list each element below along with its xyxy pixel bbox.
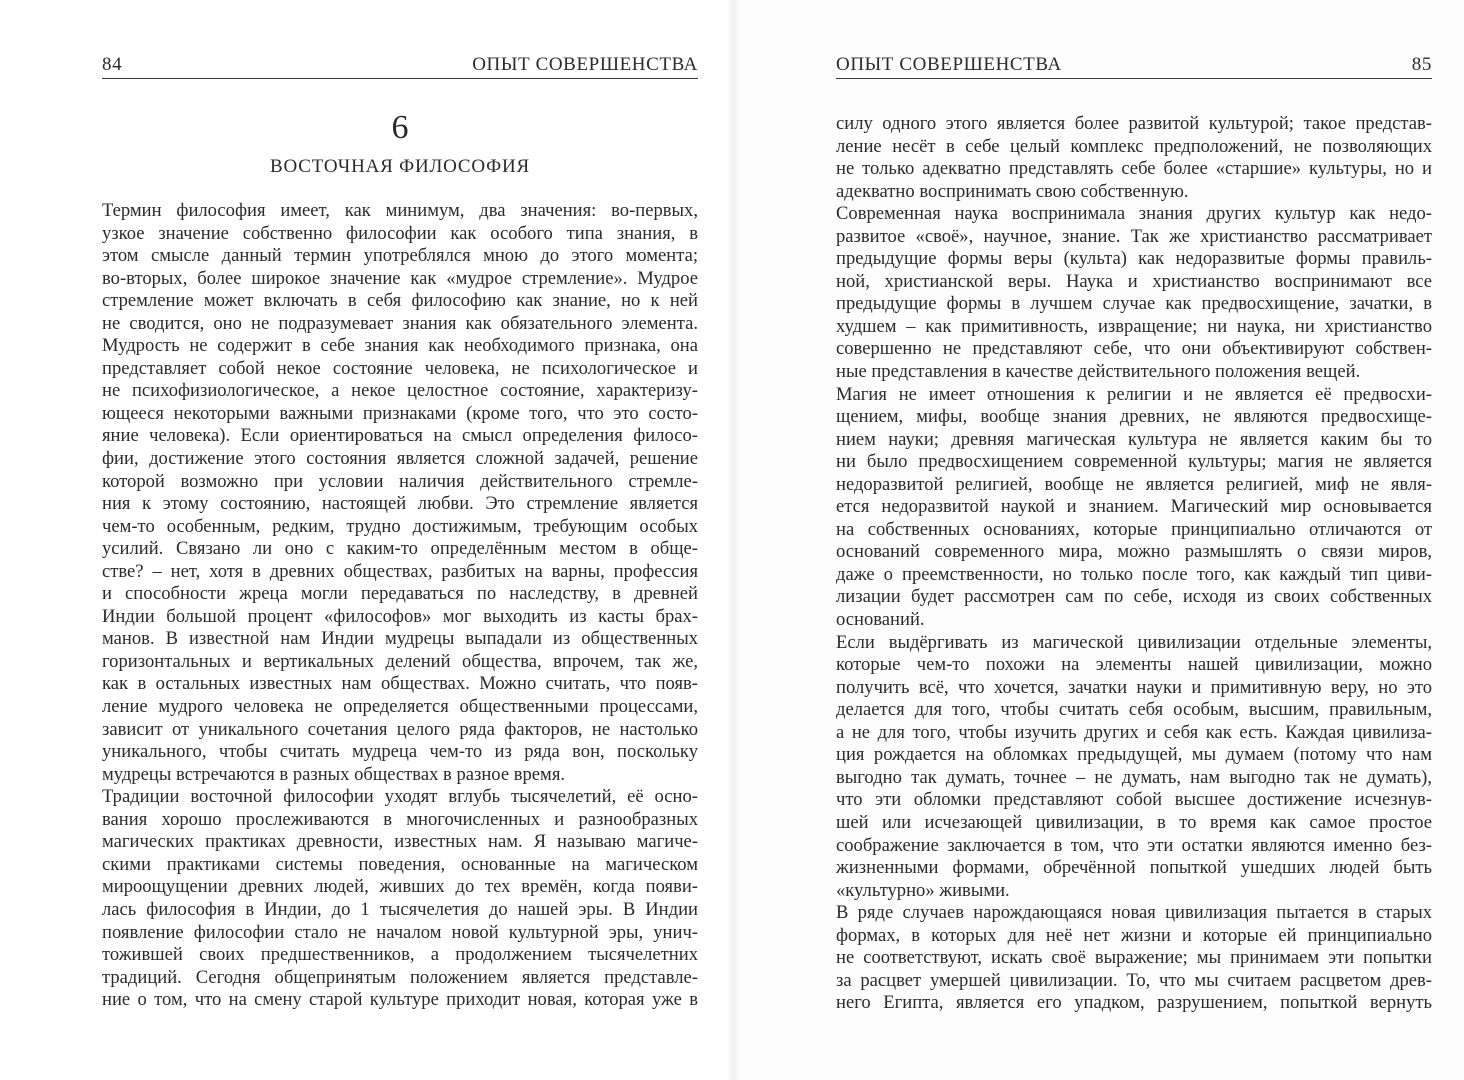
text-line: ния к этому состоянию, настоящей любви. Это стремление является <box>102 493 698 515</box>
text-line: не сводится, оно не подразумевает знания как обязательного элемента. <box>102 312 698 334</box>
text-line: него Египта, является его упадком, разрушением, попыткой вернуть <box>836 992 1432 1014</box>
text-line: за расцвет умершей цивилизации. То, что мы считаем расцветом древ- <box>836 969 1432 991</box>
text-line: лась философия в Индии, до 1 тысячелетия до нашей эры. В Индии <box>102 898 698 920</box>
text-line: яние человека). Если ориентироваться на смысл определения филосо- <box>102 425 698 447</box>
text-line: силу одного этого является более развитой культурой; такое представ- <box>836 113 1432 134</box>
text-line: развитое «своё», научное, знание. Так же христианство рассматривает <box>836 225 1432 247</box>
text-line: ление несёт в себе целый комплекс предположений, не позволяющих <box>836 135 1432 157</box>
chapter-title: ВОСТОЧНАЯ ФИЛОСОФИЯ <box>270 156 530 177</box>
text-line: жизненными формами, обречённой попыткой ушедших людей быть <box>836 857 1432 879</box>
text-line: магических практиках древности, известных нам. Я называю магиче- <box>102 831 698 853</box>
text-line: стремление может включать в себя философию как знание, но к ней <box>102 290 698 312</box>
text-line: ление мудрого человека не определяется общественными процессами, <box>102 696 698 718</box>
text-line: представляет собой некое состояние человека, не психологическое и <box>102 357 698 379</box>
text-line: как в остальных известных нам обществах. Можно считать, что появ- <box>102 673 698 695</box>
text-line: на собственных основаниях, которые принципиально отличаются от <box>836 518 1432 540</box>
text-line: которой возможно при условии наличия действительного стремле- <box>102 470 698 492</box>
text-line: Термин философия имеет, как минимум, два значения: во-первых, <box>102 200 698 221</box>
text-line: формах, в которых для неё нет жизни и которые ей принципиально <box>836 924 1432 946</box>
text-line: предыдущие формы веры (культа) как недоразвитые формы правиль- <box>836 248 1432 270</box>
text-line: Если выдёргивать из магической цивилизации отдельные элементы, <box>836 631 1432 653</box>
right-page <box>732 0 1464 1080</box>
text-line: и способности жреца могли передаваться по наследству, в древней <box>102 583 698 605</box>
text-line: вания хорошо прослеживаются в многочисленных и разнообразных <box>102 808 698 830</box>
text-line: не только адекватно представлять себе более «старшие» культуры, но и <box>836 158 1432 180</box>
text-line: ни было предвосхищением современной культуры; магия не является <box>836 451 1432 473</box>
text-line: мудрецы встречаются в разных обществах в разное время. <box>102 763 566 785</box>
text-line: недоразвитой религией, вообще не является религией, миф не явля- <box>836 473 1432 495</box>
text-line: ется недоразвитой наукой и знанием. Магический мир основывается <box>836 496 1432 518</box>
text-line: ние о том, что на смену старой культуре приходит новая, которая уже в <box>102 989 698 1011</box>
text-line: скими практиками системы поведения, основанные на магическом <box>102 853 698 875</box>
text-line: Современная наука воспринимала знания других культур как недо- <box>836 203 1432 225</box>
book-gutter <box>726 0 740 1080</box>
text-line: не психофизиологическое, а некое целостное состояние, характеризу- <box>102 380 698 402</box>
running-head-right <box>836 52 1432 79</box>
text-line: В ряде случаев нарождающаяся новая цивилизация пытается в старых <box>836 902 1432 924</box>
text-line: Традиции восточной философии уходят вглубь тысячелетий, её осно- <box>102 786 698 808</box>
text-line: появление философии стало не началом новой культурной эры, унич- <box>102 921 698 943</box>
text-line: оснований современного мира, можно размышлять о связи миров, <box>836 541 1432 563</box>
text-line: Магия не имеет отношения к религии и не является её предвосхи- <box>836 383 1432 405</box>
text-line: Индии большой процент «философов» мог выходить из касты брах- <box>102 605 698 627</box>
text-line: адекватно воспринимать свою собственную. <box>836 180 1189 202</box>
text-line: усилий. Связано ли оно с каким-то определённым местом в обще- <box>102 538 698 560</box>
text-line: чем-то особенным, редким, трудно достижимым, требующим особых <box>102 515 698 537</box>
text-line: делается для того, чтобы считать себя особым, высшим, правильным, <box>836 699 1432 721</box>
running-title: ОПЫТ СОВЕРШЕНСТВА <box>836 54 1062 75</box>
text-line: выгодно так думать, точнее – не думать, нам выгодно так не думать), <box>836 766 1432 788</box>
text-line: традиций. Сегодня общепринятым положением является представле- <box>102 966 698 988</box>
text-line: тожившей своих предшественников, а продолжением тысячелетних <box>102 944 698 966</box>
text-line: что эти обломки представляют собой высшее достижение исчезнув- <box>836 789 1432 811</box>
text-line: зависит от уникального сочетания целого ряда факторов, не настолько <box>102 718 698 740</box>
text-line: даже о преемственности, но только после того, как каждый тип циви- <box>836 563 1432 585</box>
text-line: фии, достижение этого состояния является сложной задачей, решение <box>102 448 698 470</box>
text-line: не соответствуют, искать своё выражение; мы принимаем эти попытки <box>836 947 1432 969</box>
text-line: манов. В известной нам Индии мудрецы выпадали из общественных <box>102 628 698 650</box>
text-line: Мудрость не содержит в себе знания как необходимого признака, она <box>102 335 698 357</box>
text-line: горизонтальных и вертикальных делений общества, впрочем, так же, <box>102 650 698 672</box>
text-line: ция рождается на обломках предыдущей, мы думаем (потому что нам <box>836 744 1432 766</box>
page-number: 85 <box>1411 54 1432 75</box>
text-line: уникального, чтобы считать мудреца чем-то из ряда вон, поскольку <box>102 741 698 763</box>
text-line: ющееся некоторыми важными признаками (кроме того, что это состо- <box>102 402 698 424</box>
text-line: предыдущие формы в лучшем случае как предвосхищение, зачатки, в <box>836 293 1432 315</box>
text-line: ной, христианской веры. Наука и христианство воспринимают все <box>836 270 1432 292</box>
text-line: «культурно» живыми. <box>836 879 1010 901</box>
text-line: получить всё, что хочется, зачатки науки и примитивную веру, но это <box>836 676 1432 698</box>
text-line: оснований. <box>836 609 925 631</box>
text-line: нием науки; древняя магическая культура не является каким бы то <box>836 428 1432 450</box>
text-line: этом смысле данный термин употреблялся мною до этого момента; <box>102 245 698 267</box>
text-line: соображение заключается в том, что эти остатки являются именно без- <box>836 834 1432 856</box>
text-line: стве? – нет, хотя в древних обществах, разбитых на варны, профессия <box>102 560 698 582</box>
text-line: ные представления в качестве действительного положения вещей. <box>836 361 1361 383</box>
text-line: щением, мифы, вообще знания древних, не являются предвосхище- <box>836 406 1432 428</box>
text-line: а не для того, чтобы изучить других и себя как есть. Каждая цивилиза- <box>836 721 1432 743</box>
body-text-right <box>836 113 1432 1015</box>
text-line: лизации будет рассмотрен сам по себе, исходя из своих собственных <box>836 586 1432 608</box>
chapter-number: 6 <box>391 109 409 146</box>
running-head-left <box>102 52 698 79</box>
running-title: ОПЫТ СОВЕРШЕНСТВА <box>472 54 698 75</box>
page-number: 84 <box>102 54 123 75</box>
text-line: во-вторых, более широкое значение как «мудрое стремление». Мудрое <box>102 267 698 289</box>
text-line: шей или исчезающей цивилизации, в то время как самое простое <box>836 811 1432 833</box>
text-line: узкое значение собственно философии как особого типа знания, в <box>102 222 698 244</box>
text-line: которые чем-то похожи на элементы нашей цивилизации, можно <box>836 654 1432 676</box>
text-line: худшем – как примитивность, извращение; ни наука, ни христианство <box>836 315 1432 337</box>
body-text-left <box>102 200 698 1012</box>
text-line: мироощущении древних людей, живших до тех времён, когда появи- <box>102 876 698 898</box>
text-line: совершенно не представляют себе, что они объективируют собствен- <box>836 338 1432 360</box>
